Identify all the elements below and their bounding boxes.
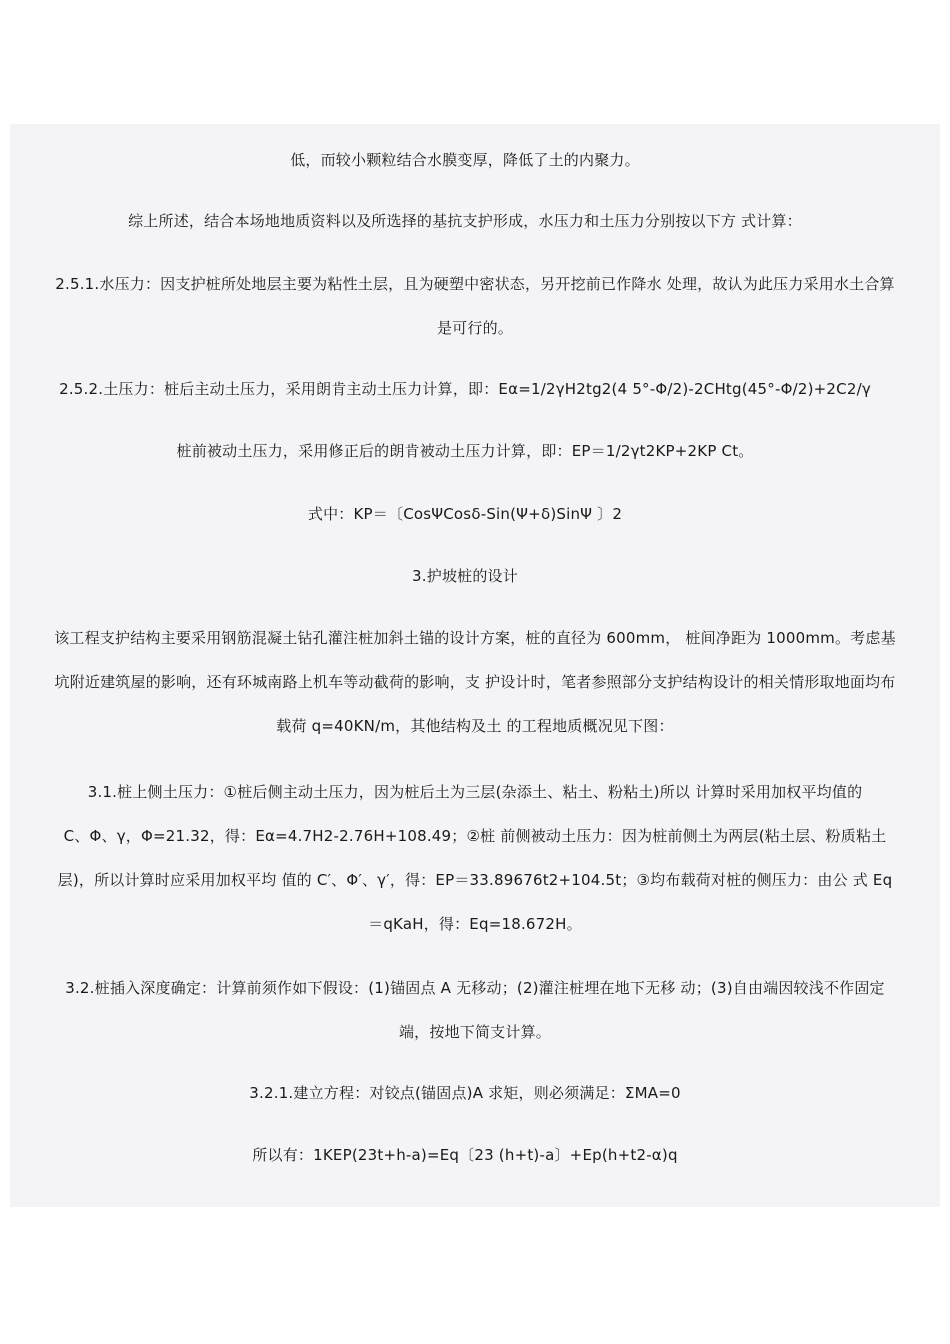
paragraph-2-5-1-water-pressure [30, 262, 920, 350]
text-line: ＝qKaH，得：Eq=18.672H。 [368, 915, 582, 933]
text-line: 2.5.2.土压力：桩后主动土压力，采用朗肯主动土压力计算，即：Eα=1/2γH2tg2(4 5°-Φ/2)-2CHtg(45°-Φ/2)+2C2/γ [59, 380, 871, 398]
text-line: 是可行的。 [436, 319, 513, 337]
text-line: 3.1.桩上侧土压力：①桩后侧主动土压力，因为桩后土为三层(杂添土、粘土、粉粘土)所以 计算时采用加权平均值的 [87, 783, 863, 801]
text-line: 该工程支护结构主要采用钢筋混凝土钻孔灌注桩加斜土锚的设计方案，桩的直径为 600mm， 桩间净距为 1000mm。考虑基 [54, 629, 896, 647]
paragraph-3-2-1-equation [20, 1071, 910, 1115]
paragraph-3-design [30, 616, 920, 748]
paragraph-kp-formula [20, 492, 910, 536]
text-line: 桩前被动土压力，采用修正后的朗肯被动土压力计算，即：EP＝1/2γt2KP+2KP Ct。 [176, 442, 754, 460]
text-line: 载荷 q=40KN/m，其他结构及土 的工程地质概况见下图： [276, 717, 674, 735]
text-line: 综上所述，结合本场地地质资料以及所选择的基抗支护形成，水压力和土压力分别按以下方 式计算： [128, 212, 802, 230]
section-heading-3 [20, 554, 910, 598]
paragraph-intro-tail [20, 138, 910, 182]
paragraph-3-1-lateral-pressure [30, 770, 920, 946]
text-line: 端，按地下简支计算。 [398, 1023, 551, 1041]
text-line: 层)，所以计算时应采用加权平均 值的 C′、Φ′、γ′，得：EP＝33.89676t2+104.5t；③均布载荷对桩的侧压力：由公 式 Eq [57, 871, 893, 889]
text-line: 式中：KP＝〔CosΨCosδ-Sin(Ψ+δ)SinΨ 〕2 [307, 505, 623, 523]
text-line: C、Φ、γ，Φ=21.32，得：Eα=4.7H2-2.76H+108.49；②桩 前侧被动土压力：因为桩前侧土为两层(粘土层、粉质粘土 [63, 827, 887, 845]
paragraph-passive-pressure [20, 429, 910, 473]
text-line: 低，而较小颗粒结合水膜变厚，降低了土的内聚力。 [290, 151, 640, 169]
paragraph-summary [20, 199, 910, 243]
text-line: 所以有：1KEP(23t+h-a)=Eq〔23 (h+t)-a〕+Ep(h+t2-α)q [252, 1146, 678, 1164]
paragraph-result-formula [20, 1133, 910, 1177]
text-line: 3.护坡桩的设计 [412, 567, 518, 585]
text-line: 3.2.桩插入深度确定：计算前须作如下假设：(1)锚固点 A 无移动；(2)灌注桩埋在地下无移 动；(3)自由端因较浅不作固定 [65, 979, 885, 997]
paragraph-3-2-embedment-depth [30, 966, 920, 1054]
text-line: 3.2.1.建立方程：对铰点(锚固点)A 求矩，则必须满足：ΣMA=0 [249, 1084, 681, 1102]
text-line: 坑附近建筑屋的影响，还有环城南路上机车等动截荷的影响，支 护设计时，笔者参照部分支护结构设计的相关情形取地面均布 [54, 673, 896, 691]
paragraph-2-5-2-earth-pressure [20, 367, 910, 411]
text-line: 2.5.1.水压力：因支护桩所处地层主要为粘性土层，且为硬塑中密状态，另开挖前已作降水 处理，故认为此压力采用水土合算 [55, 275, 895, 293]
